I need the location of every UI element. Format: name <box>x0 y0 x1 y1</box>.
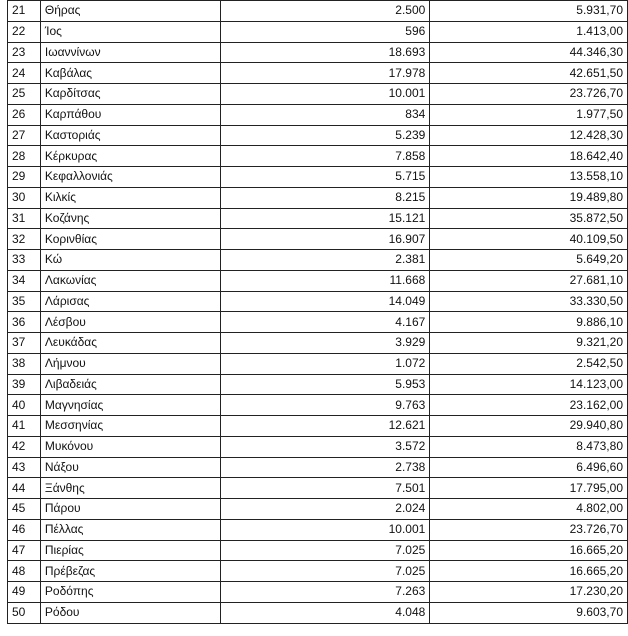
prefecture-name: Κώ <box>40 250 220 271</box>
table-row <box>8 42 628 63</box>
row-number: 26 <box>8 104 41 125</box>
value-count: 4.167 <box>220 312 429 333</box>
row-number: 22 <box>8 21 41 42</box>
value-amount: 19.489,80 <box>430 187 628 208</box>
table-row <box>8 540 628 561</box>
value-amount: 8.473,80 <box>430 436 628 457</box>
row-number: 29 <box>8 167 41 188</box>
row-number: 30 <box>8 187 41 208</box>
value-count: 5.715 <box>220 167 429 188</box>
value-amount: 5.931,70 <box>430 1 628 22</box>
row-number: 35 <box>8 291 41 312</box>
prefecture-name: Πέλλας <box>40 519 220 540</box>
prefecture-name: Λήμνου <box>40 353 220 374</box>
value-count: 16.907 <box>220 229 429 250</box>
table-row <box>8 312 628 333</box>
row-number: 25 <box>8 84 41 105</box>
value-amount: 18.642,40 <box>430 146 628 167</box>
value-amount: 23.726,70 <box>430 84 628 105</box>
prefecture-name: Ξάνθης <box>40 478 220 499</box>
row-number: 38 <box>8 353 41 374</box>
prefecture-name: Θήρας <box>40 1 220 22</box>
table-row <box>8 602 628 623</box>
value-count: 8.215 <box>220 187 429 208</box>
value-count: 3.929 <box>220 333 429 354</box>
prefecture-name: Λέσβου <box>40 312 220 333</box>
value-count: 11.668 <box>220 270 429 291</box>
value-count: 18.693 <box>220 42 429 63</box>
row-number: 40 <box>8 395 41 416</box>
prefecture-table <box>7 0 628 624</box>
value-amount: 5.649,20 <box>430 250 628 271</box>
row-number: 34 <box>8 270 41 291</box>
table-row <box>8 395 628 416</box>
prefecture-name: Μεσσηνίας <box>40 416 220 437</box>
row-number: 50 <box>8 602 41 623</box>
prefecture-name: Πρέβεζας <box>40 561 220 582</box>
value-amount: 16.665,20 <box>430 540 628 561</box>
prefecture-name: Μυκόνου <box>40 436 220 457</box>
value-count: 834 <box>220 104 429 125</box>
value-count: 2.500 <box>220 1 429 22</box>
prefecture-name: Ιωαννίνων <box>40 42 220 63</box>
value-amount: 17.230,20 <box>430 582 628 603</box>
table-row <box>8 270 628 291</box>
table-row <box>8 229 628 250</box>
prefecture-name: Καβάλας <box>40 63 220 84</box>
table-row <box>8 84 628 105</box>
row-number: 43 <box>8 457 41 478</box>
table-row <box>8 291 628 312</box>
row-number: 24 <box>8 63 41 84</box>
table-row <box>8 582 628 603</box>
value-amount: 33.330,50 <box>430 291 628 312</box>
value-count: 7.858 <box>220 146 429 167</box>
prefecture-name: Πάρου <box>40 499 220 520</box>
prefecture-name: Καρδίτσας <box>40 84 220 105</box>
value-count: 1.072 <box>220 353 429 374</box>
prefecture-name: Νάξου <box>40 457 220 478</box>
table-row <box>8 250 628 271</box>
row-number: 46 <box>8 519 41 540</box>
row-number: 41 <box>8 416 41 437</box>
value-count: 596 <box>220 21 429 42</box>
table-row <box>8 478 628 499</box>
value-amount: 9.603,70 <box>430 602 628 623</box>
value-amount: 9.321,20 <box>430 333 628 354</box>
value-count: 15.121 <box>220 208 429 229</box>
value-count: 10.001 <box>220 519 429 540</box>
table-row <box>8 208 628 229</box>
table-row <box>8 374 628 395</box>
row-number: 42 <box>8 436 41 457</box>
prefecture-name: Κέρκυρας <box>40 146 220 167</box>
table-row <box>8 457 628 478</box>
value-count: 3.572 <box>220 436 429 457</box>
prefecture-name: Ρόδου <box>40 602 220 623</box>
row-number: 21 <box>8 1 41 22</box>
table-row <box>8 1 628 22</box>
table-row <box>8 125 628 146</box>
prefecture-name: Καστοριάς <box>40 125 220 146</box>
row-number: 44 <box>8 478 41 499</box>
prefecture-name: Κιλκίς <box>40 187 220 208</box>
row-number: 45 <box>8 499 41 520</box>
prefecture-name: Κορινθίας <box>40 229 220 250</box>
value-count: 2.024 <box>220 499 429 520</box>
value-amount: 44.346,30 <box>430 42 628 63</box>
value-amount: 14.123,00 <box>430 374 628 395</box>
value-amount: 29.940,80 <box>430 416 628 437</box>
table-row <box>8 104 628 125</box>
value-count: 4.048 <box>220 602 429 623</box>
prefecture-name: Καρπάθου <box>40 104 220 125</box>
value-amount: 6.496,60 <box>430 457 628 478</box>
table-row <box>8 146 628 167</box>
value-count: 10.001 <box>220 84 429 105</box>
value-amount: 17.795,00 <box>430 478 628 499</box>
table-row <box>8 63 628 84</box>
value-count: 7.025 <box>220 540 429 561</box>
table-row <box>8 353 628 374</box>
row-number: 31 <box>8 208 41 229</box>
prefecture-name: Λακωνίας <box>40 270 220 291</box>
value-amount: 42.651,50 <box>430 63 628 84</box>
value-count: 12.621 <box>220 416 429 437</box>
value-amount: 23.726,70 <box>430 519 628 540</box>
prefecture-name: Μαγνησίας <box>40 395 220 416</box>
prefecture-name: Κεφαλλονιάς <box>40 167 220 188</box>
value-amount: 4.802,00 <box>430 499 628 520</box>
prefecture-name: Λιβαδειάς <box>40 374 220 395</box>
value-amount: 27.681,10 <box>430 270 628 291</box>
row-number: 47 <box>8 540 41 561</box>
value-amount: 13.558,10 <box>430 167 628 188</box>
value-amount: 9.886,10 <box>430 312 628 333</box>
row-number: 27 <box>8 125 41 146</box>
value-count: 14.049 <box>220 291 429 312</box>
row-number: 37 <box>8 333 41 354</box>
row-number: 48 <box>8 561 41 582</box>
value-amount: 23.162,00 <box>430 395 628 416</box>
row-number: 39 <box>8 374 41 395</box>
row-number: 28 <box>8 146 41 167</box>
table-row <box>8 416 628 437</box>
table-row <box>8 21 628 42</box>
value-count: 17.978 <box>220 63 429 84</box>
table-row <box>8 561 628 582</box>
value-count: 2.738 <box>220 457 429 478</box>
prefecture-name: Κοζάνης <box>40 208 220 229</box>
value-amount: 2.542,50 <box>430 353 628 374</box>
value-amount: 40.109,50 <box>430 229 628 250</box>
table-row <box>8 519 628 540</box>
prefecture-name: Λευκάδας <box>40 333 220 354</box>
row-number: 49 <box>8 582 41 603</box>
value-amount: 1.977,50 <box>430 104 628 125</box>
prefecture-name: Πιερίας <box>40 540 220 561</box>
value-count: 7.025 <box>220 561 429 582</box>
table-row <box>8 333 628 354</box>
prefecture-name: Λάρισας <box>40 291 220 312</box>
table-row <box>8 499 628 520</box>
value-amount: 35.872,50 <box>430 208 628 229</box>
prefecture-name: Ροδόπης <box>40 582 220 603</box>
row-number: 32 <box>8 229 41 250</box>
value-count: 9.763 <box>220 395 429 416</box>
value-count: 2.381 <box>220 250 429 271</box>
table-row <box>8 436 628 457</box>
table-body <box>8 1 628 624</box>
table-row <box>8 167 628 188</box>
row-number: 36 <box>8 312 41 333</box>
value-count: 5.239 <box>220 125 429 146</box>
value-count: 5.953 <box>220 374 429 395</box>
table-row <box>8 187 628 208</box>
value-amount: 16.665,20 <box>430 561 628 582</box>
value-count: 7.263 <box>220 582 429 603</box>
value-amount: 1.413,00 <box>430 21 628 42</box>
row-number: 33 <box>8 250 41 271</box>
value-count: 7.501 <box>220 478 429 499</box>
prefecture-name: Ίος <box>40 21 220 42</box>
row-number: 23 <box>8 42 41 63</box>
value-amount: 12.428,30 <box>430 125 628 146</box>
